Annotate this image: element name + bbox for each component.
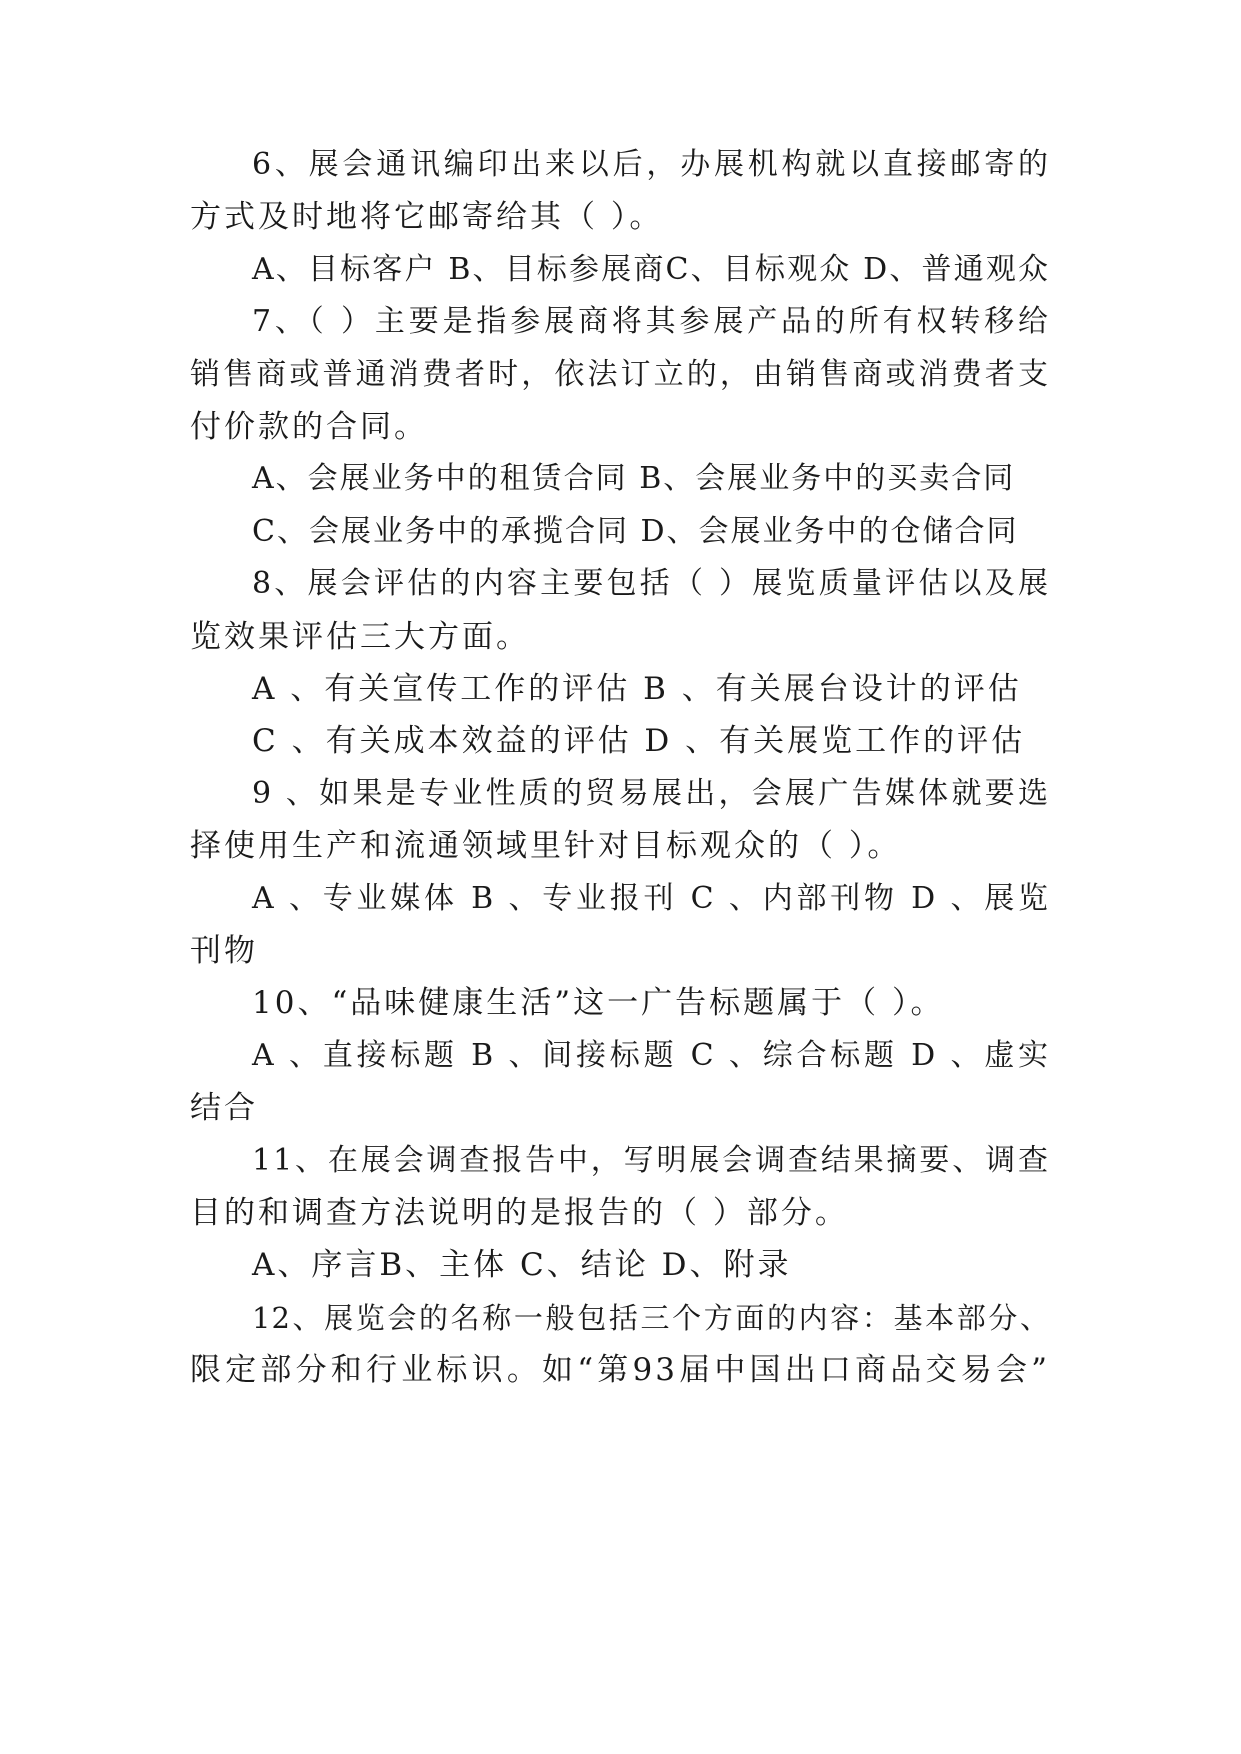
question-7-line-3: 付价款的合同。 bbox=[190, 409, 428, 445]
question-7-line-1: 7、（ ）主要是指参展商将其参展产品的所有权转移给 bbox=[252, 304, 1050, 339]
question-11-line-1: 11、在展会调查报告中，写明展会调查结果摘要、调查 bbox=[252, 1143, 1050, 1178]
question-10-line-1: 10、“品味健康生活”这一广告标题属于（ ）。 bbox=[252, 985, 945, 1021]
question-12-line-1: 12、展览会的名称一般包括三个方面的内容：基本部分、 bbox=[252, 1301, 1050, 1335]
question-8-line-1: 8、展会评估的内容主要包括（ ）展览质量评估以及展 bbox=[252, 566, 1050, 601]
question-7-options-2: C、会展业务中的承揽合同 D、会展业务中的仓储合同 bbox=[252, 514, 1019, 549]
question-10-options: A 、直接标题 B 、间接标题 C 、综合标题 D 、虚实 bbox=[252, 1038, 1050, 1073]
question-7-options-1: A、会展业务中的租赁合同 B、会展业务中的买卖合同 bbox=[252, 461, 1016, 496]
question-8-options-2: C 、有关成本效益的评估 D 、有关展览工作的评估 bbox=[252, 723, 1026, 759]
question-9-options: A 、专业媒体 B 、专业报刊 C 、内部刊物 D 、展览 bbox=[252, 881, 1050, 916]
question-12-line-2: 限定部分和行业标识。如“第93届中国出口商品交易会” bbox=[190, 1352, 1050, 1388]
question-9-line-1: 9 、如果是专业性质的贸易展出，会展广告媒体就要选 bbox=[252, 776, 1050, 811]
question-11-line-2: 目的和调查方法说明的是报告的（ ）部分。 bbox=[190, 1195, 849, 1231]
question-9-options-wrap: 刊物 bbox=[190, 933, 258, 969]
question-9-line-2: 择使用生产和流通领域里针对目标观众的（ ）。 bbox=[190, 828, 902, 864]
question-7-line-2: 销售商或普通消费者时，依法订立的，由销售商或消费者支 bbox=[190, 357, 1050, 392]
question-8-options-1: A 、有关宣传工作的评估 B 、有关展台设计的评估 bbox=[252, 671, 1022, 707]
question-6-options: A、目标客户 B、目标参展商C、目标观众 D、普通观众 bbox=[252, 252, 1050, 287]
question-8-line-2: 览效果评估三大方面。 bbox=[190, 619, 530, 655]
question-11-options: A、序言B、主体 C、结论 D、附录 bbox=[252, 1247, 792, 1283]
question-6-line-1: 6、展会通讯编印出来以后，办展机构就以直接邮寄的 bbox=[252, 147, 1050, 182]
question-6-line-2: 方式及时地将它邮寄给其（ ）。 bbox=[190, 199, 664, 235]
question-10-options-wrap: 结合 bbox=[190, 1090, 258, 1126]
